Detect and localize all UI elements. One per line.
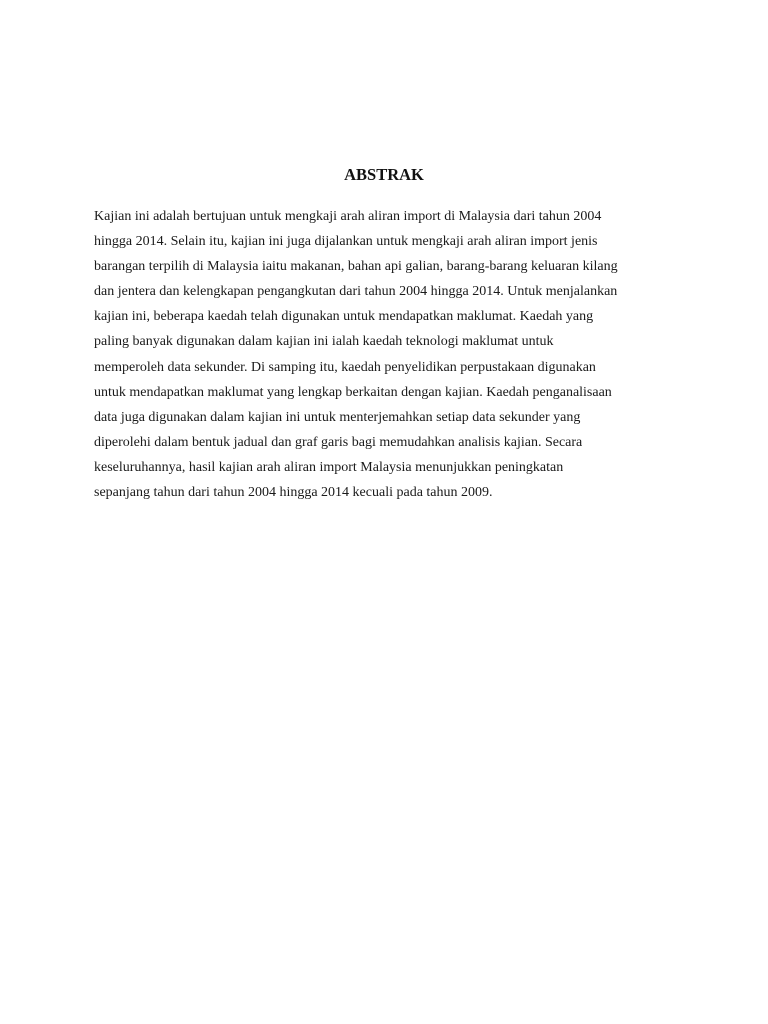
paragraph-line: data juga digunakan dalam kajian ini untuk menterjemahkan setiap data sekunder yang <box>94 409 581 425</box>
paragraph-line: keseluruhannya, hasil kajian arah aliran import Malaysia menunjukkan peningkatan <box>94 459 564 475</box>
abstract-paragraph <box>94 204 684 505</box>
paragraph-line: barangan terpilih di Malaysia iaitu makanan, bahan api galian, barang-barang keluaran kilang <box>94 259 618 275</box>
paragraph-line: paling banyak digunakan dalam kajian ini ialah kaedah teknologi maklumat untuk <box>94 334 554 350</box>
paragraph-line: kajian ini, beberapa kaedah telah digunakan untuk mendapatkan maklumat. Kaedah yang <box>94 309 594 325</box>
paragraph-line: diperolehi dalam bentuk jadual dan graf garis bagi memudahkan analisis kajian. Secara <box>94 434 583 450</box>
paragraph-line: sepanjang tahun dari tahun 2004 hingga 2014 kecuali pada tahun 2009. <box>94 485 493 501</box>
paragraph-line: dan jentera dan kelengkapan pengangkutan dari tahun 2004 hingga 2014. Untuk menjalankan <box>94 284 618 300</box>
paragraph-line: memperoleh data sekunder. Di samping itu, kaedah penyelidikan perpustakaan digunakan <box>94 359 596 375</box>
page-title: ABSTRAK <box>344 165 424 184</box>
paragraph-line: Kajian ini adalah bertujuan untuk mengkaji arah aliran import di Malaysia dari tahun 2004 <box>94 209 602 224</box>
paragraph-line: untuk mendapatkan maklumat yang lengkap berkaitan dengan kajian. Kaedah penganalisaan <box>94 384 612 400</box>
paragraph-line: hingga 2014. Selain itu, kajian ini juga dijalankan untuk mengkaji arah aliran import jenis <box>94 234 598 250</box>
